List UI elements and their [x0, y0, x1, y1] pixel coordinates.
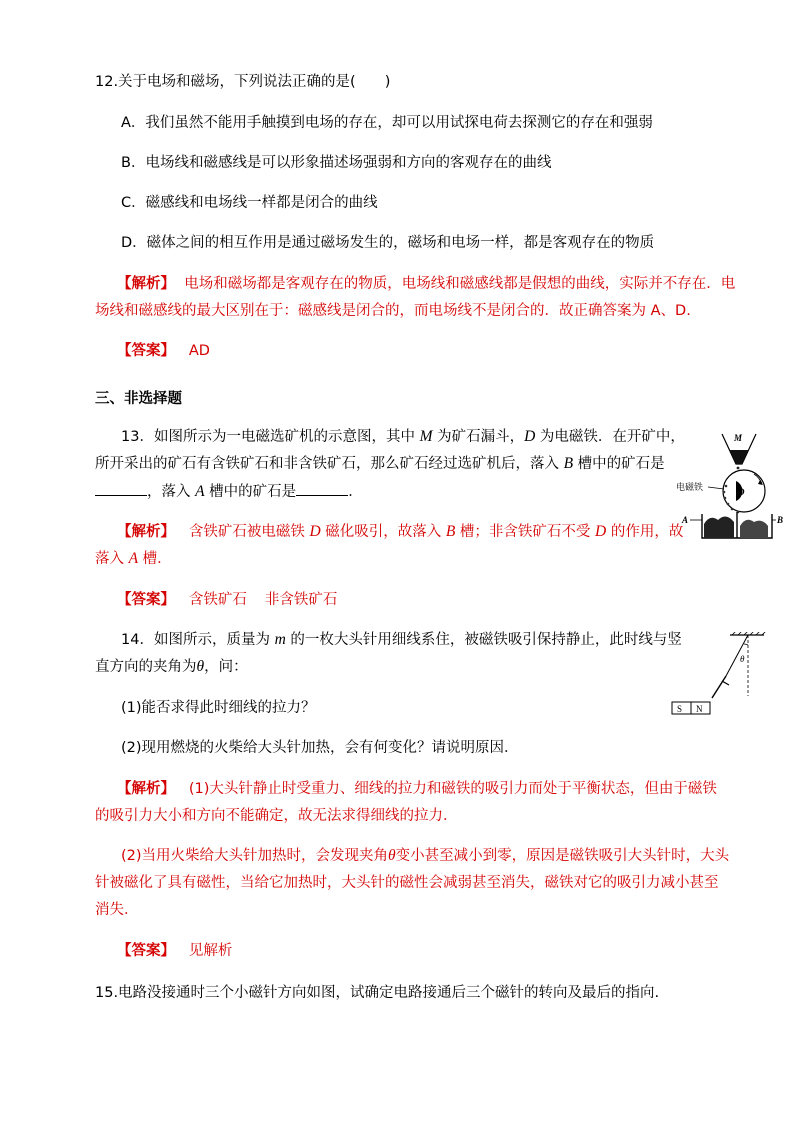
q13-text: 为矿石漏斗，	[432, 429, 525, 445]
q13-answer-2: 非含铁矿石	[264, 592, 338, 608]
section-title: 三、非选择题	[95, 391, 182, 407]
q15-stem: 15.电路没接通时三个小磁针方向如图，试确定电路接通后三个磁针的转向及最后的指向.	[95, 985, 660, 1001]
q13-stem-line-3	[95, 481, 363, 502]
q14-analysis-line-5: 消失．	[95, 902, 139, 918]
q12-answer-label: 【答案】	[117, 343, 175, 359]
q14-analysis-text: 变小甚至减小到零，原因是磁铁吸引大头针时，大头	[395, 848, 730, 864]
q13-analysis-line-2	[95, 549, 172, 569]
angle-arc	[744, 644, 748, 645]
q14-analysis-text-1: (1)大头针静止时受重力、细线的拉力和磁铁的吸引力而处于平衡状态，但由于磁铁	[188, 781, 717, 797]
q12-option-c: C．磁感线和电场线一样都是闭合的曲线	[121, 195, 378, 211]
thread	[726, 635, 748, 676]
q13-analysis-text: 含铁矿石被电磁铁	[188, 524, 310, 540]
q13-text: ，落入	[147, 484, 196, 500]
label-s: S	[677, 704, 683, 714]
q13-answer-label: 【答案】	[117, 592, 175, 608]
q12-analysis-label: 【解析】	[117, 276, 175, 292]
q13-var-b: B	[563, 455, 574, 472]
q13-blank-1[interactable]	[95, 481, 147, 496]
q14-text: 的一枚大头针用细线系住，被磁铁吸引保持静止，此时线与竖	[285, 632, 682, 648]
q12-analysis-text-1: 电场和磁场都是客观存在的物质，电场线和磁感线都是假想的曲线，实际并不存在．电	[184, 276, 736, 292]
q14-analysis-line-1	[117, 779, 717, 799]
q14-stem-line-2	[95, 657, 248, 677]
q13-text: 为电磁铁．在开矿中，	[535, 429, 685, 445]
q13-analysis-text: 落入	[95, 551, 129, 567]
q14-text: 14．如图所示，质量为	[121, 632, 275, 648]
label-pointer	[708, 487, 724, 489]
q14-stem-line-1	[121, 630, 682, 650]
q13-analysis-text: 磁化吸引，故落入	[320, 524, 446, 540]
q13-text: ．	[348, 484, 363, 500]
q14-analysis-line-2: 的吸引力大小和方向不能确定，故无法求得细线的拉力．	[95, 808, 458, 824]
q13-blank-2[interactable]	[296, 481, 348, 496]
q13-analysis-var: D	[595, 523, 607, 540]
q13-text: 槽中的矿石是	[573, 456, 665, 472]
q13-stem-line-1	[121, 427, 685, 447]
q12-option-b: B．电场线和磁感线是可以形象描述场强弱和方向的客观存在的曲线	[121, 155, 552, 171]
q14-answer-value: 见解析	[188, 943, 233, 959]
q14-answer-label: 【答案】	[117, 943, 175, 959]
q14-pin-magnet-figure	[668, 632, 768, 718]
q13-var-d: D	[524, 428, 536, 445]
q14-var-theta: θ	[196, 658, 205, 675]
q14-text: 直方向的夹角为	[95, 659, 197, 675]
q14-analysis-line-4: 针被磁化了具有磁性，当给它加热时，大头针的磁性会减弱甚至消失，磁铁对它的吸引力减小甚至	[95, 875, 719, 891]
q14-analysis-text: (2)当用火柴给大头针加热时，会发现夹角	[121, 848, 389, 864]
q13-analysis-text: 槽．	[138, 551, 172, 567]
label-n: N	[696, 704, 703, 714]
q13-analysis-var: A	[128, 550, 139, 567]
q12-answer-value: AD	[188, 343, 210, 359]
q13-answer	[117, 590, 337, 610]
q13-text: 13．如图所示为一电磁选矿机的示意图，其中	[121, 429, 420, 445]
q14-sub-question-1: (1)能否求得此时细线的拉力？	[121, 700, 316, 716]
bin-a-ore	[704, 516, 734, 538]
q14-answer	[117, 941, 232, 961]
q14-analysis-var: θ	[388, 847, 396, 864]
q13-analysis-var: D	[309, 523, 321, 540]
q13-text: 槽中的矿石是	[204, 484, 297, 500]
q13-analysis-text: 的作用，故	[606, 524, 684, 540]
q13-text: 所开采出的矿石有含铁矿石和非含铁矿石，那么矿石经过选矿机后，落入	[95, 456, 564, 472]
pin-head	[722, 681, 729, 685]
q14-analysis-label: 【解析】	[117, 781, 175, 797]
label-a: A	[682, 515, 689, 525]
q13-analysis-label: 【解析】	[117, 524, 175, 540]
q12-analysis-line-2: 场线和磁感线的最大区别在于：磁感线是闭合的，而电场线不是闭合的．故正确答案为 A、D.	[95, 303, 691, 319]
q13-answer-1: 含铁矿石	[188, 592, 247, 608]
q14-sub-question-2: (2)现用燃烧的火柴给大头针加热，会有何变化？请说明原因．	[121, 740, 519, 756]
q13-analysis-var: B	[445, 523, 456, 540]
q12-answer	[117, 341, 210, 361]
q14-var-m: m	[274, 631, 286, 648]
q13-stem-line-2	[95, 454, 665, 474]
q12-analysis-line-1	[117, 274, 735, 294]
q12-option-a: A．我们虽然不能用手触摸到电场的存在，却可以用试探电荷去探测它的存在和强弱	[121, 115, 653, 131]
pin	[712, 676, 726, 698]
bin-b-ore	[740, 520, 768, 538]
q14-text: ，问：	[204, 659, 248, 675]
q13-analysis-text: 槽；非含铁矿石不受	[455, 524, 596, 540]
label-d: D	[738, 487, 745, 497]
q13-var-m: M	[419, 428, 433, 445]
label-electromagnet: 电磁铁	[676, 482, 704, 492]
q12-stem: 12.关于电场和磁场，下列说法正确的是( )	[95, 74, 391, 90]
q14-analysis-line-3	[121, 846, 729, 866]
q13-ore-separator-figure	[674, 428, 784, 540]
q13-analysis-line-1	[117, 522, 683, 542]
q13-var-a: A	[195, 483, 205, 500]
label-theta: θ	[740, 654, 745, 664]
label-b: B	[777, 515, 784, 525]
label-m: M	[734, 433, 743, 443]
q12-option-d: D．磁体之间的相互作用是通过磁场发生的，磁场和电场一样，都是客观存在的物质	[121, 235, 655, 251]
